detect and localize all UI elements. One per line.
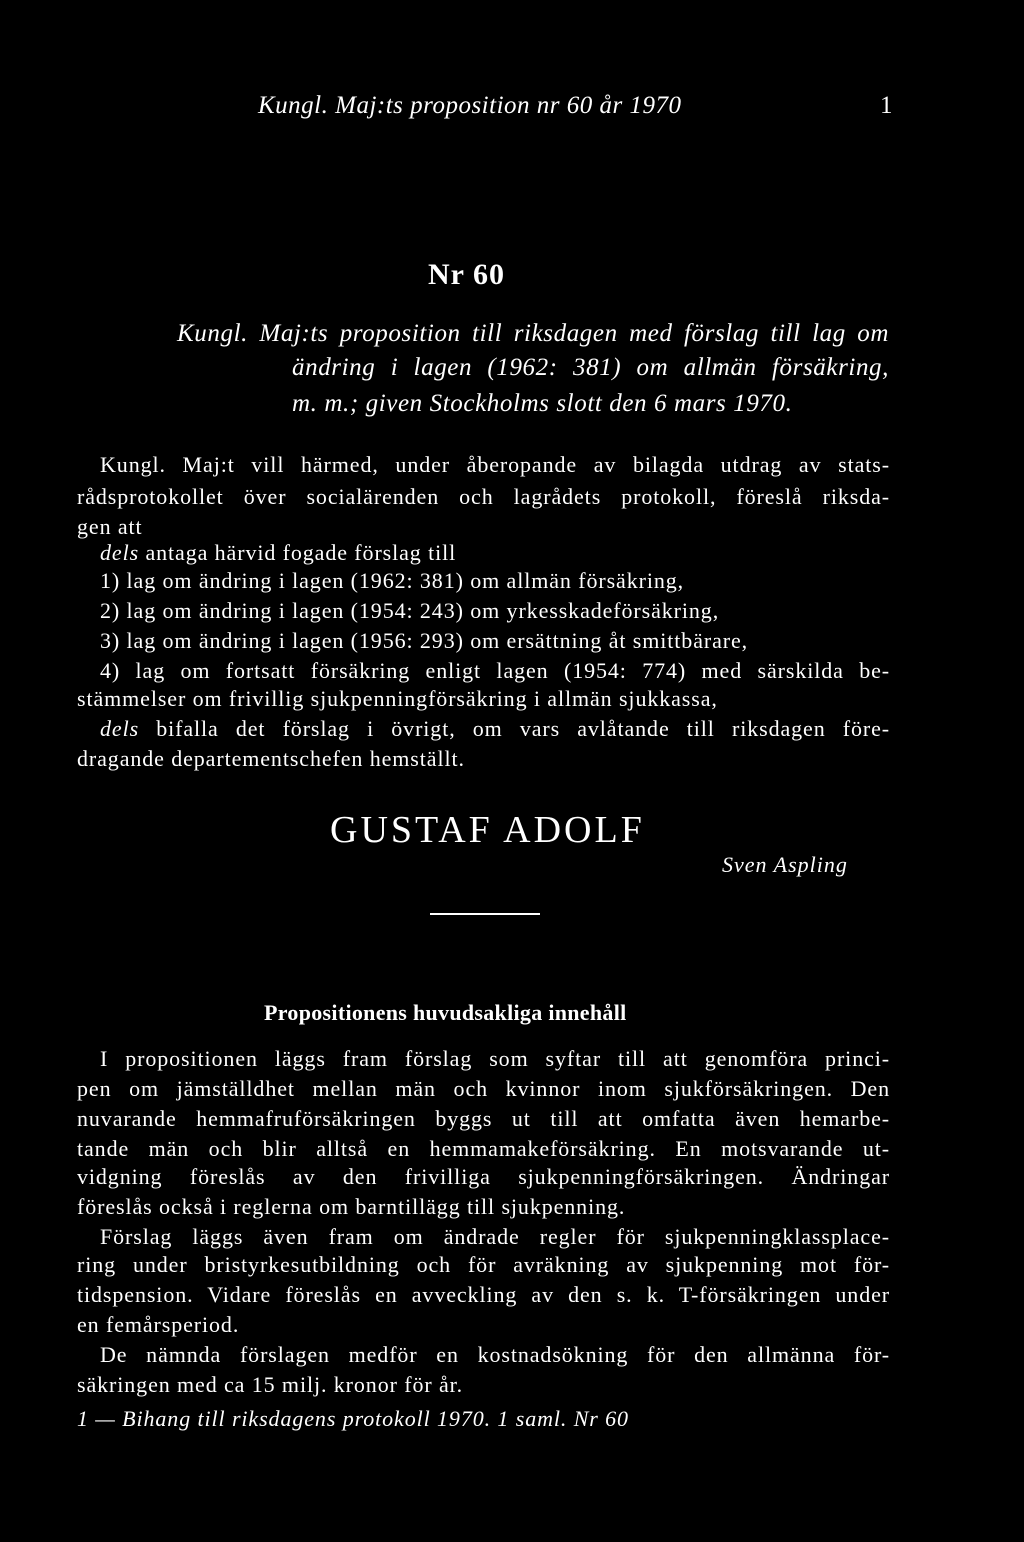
summary-p2-line-3: tidspension. Vidare föreslås en avveckling av den s. k. T-försäkringen under <box>77 1282 890 1307</box>
title-line-1: Kungl. Maj:ts proposition till riksdagen med förslag till lag om <box>177 320 889 347</box>
summary-p3-line-2: säkringen med ca 15 milj. kronor för år. <box>77 1372 464 1397</box>
summary-p1-line-4: tande män och blir alltså en hemmamakeförsäkring. En motsvarande ut- <box>77 1136 890 1161</box>
summary-p3-line-1: De nämnda förslagen medför en kostnadsökning för den allmänna för- <box>100 1342 890 1367</box>
dels-clause-2-line-2: dragande departementschefen hemställt. <box>77 746 465 771</box>
footer-note: 1 — Bihang till riksdagens protokoll 1970. 1 saml. Nr 60 <box>77 1406 629 1431</box>
royal-signature: GUSTAF ADOLF <box>330 809 645 851</box>
summary-p2-line-4: en femårsperiod. <box>77 1312 240 1337</box>
section-heading: Propositionens huvudsakliga innehåll <box>264 1000 627 1025</box>
intro-line-2: rådsprotokollet över socialärenden och lagrådets protokoll, föreslå riksda- <box>77 484 890 509</box>
intro-line-3: gen att <box>77 514 143 539</box>
intro-line-1: Kungl. Maj:t vill härmed, under åberopande av bilagda utdrag av stats- <box>100 452 890 477</box>
summary-p1-line-2: pen om jämställdhet mellan män och kvinnor inom sjukförsäkringen. Den <box>77 1076 890 1101</box>
list-item-4-line-1: 4) lag om fortsatt försäkring enligt lagen (1954: 774) med särskilda be- <box>100 658 890 683</box>
summary-p1-line-1: I propositionen läggs fram förslag som syftar till att genomföra princi- <box>100 1046 890 1071</box>
dels-clause-1: dels antaga härvid fogade förslag till <box>100 540 457 565</box>
list-item-2: 2) lag om ändring i lagen (1954: 243) om yrkesskadeförsäkring, <box>100 598 720 623</box>
proposition-number: Nr 60 <box>428 258 505 291</box>
list-item-3: 3) lag om ändring i lagen (1956: 293) om ersättning åt smittbärare, <box>100 628 749 653</box>
dels-word-1: dels <box>100 540 140 565</box>
countersignature: Sven Aspling <box>722 852 848 877</box>
summary-p1-line-3: nuvarande hemmafruförsäkringen byggs ut till att omfatta även hemarbe- <box>77 1106 890 1131</box>
separator-rule <box>430 913 540 915</box>
running-head: Kungl. Maj:ts proposition nr 60 år 1970 <box>258 92 682 119</box>
title-line-2: ändring i lagen (1962: 381) om allmän försäkring, <box>292 354 889 381</box>
summary-p1-line-5: vidgning föreslås av den frivilliga sjukpenningförsäkringen. Ändringar <box>77 1164 890 1189</box>
summary-p2-line-2: ring under bristyrkesutbildning och för avräkning av sjukpenning mot för- <box>77 1252 890 1277</box>
title-line-3: m. m.; given Stockholms slott den 6 mars 1970. <box>292 390 793 417</box>
summary-p2-line-1: Förslag läggs även fram om ändrade regler för sjukpenningklassplace- <box>100 1224 890 1249</box>
dels-clause-2: dels bifalla det förslag i övrigt, om vars avlåtande till riksdagen före- <box>100 716 890 741</box>
dels-word-2: dels <box>100 716 140 741</box>
summary-p1-line-6: föreslås också i reglerna om barntillägg till sjukpenning. <box>77 1194 626 1219</box>
list-item-1: 1) lag om ändring i lagen (1962: 381) om allmän försäkring, <box>100 568 685 593</box>
page-number: 1 <box>880 92 893 119</box>
list-item-4-line-2: stämmelser om frivillig sjukpenningförsäkring i allmän sjukkassa, <box>77 686 718 711</box>
